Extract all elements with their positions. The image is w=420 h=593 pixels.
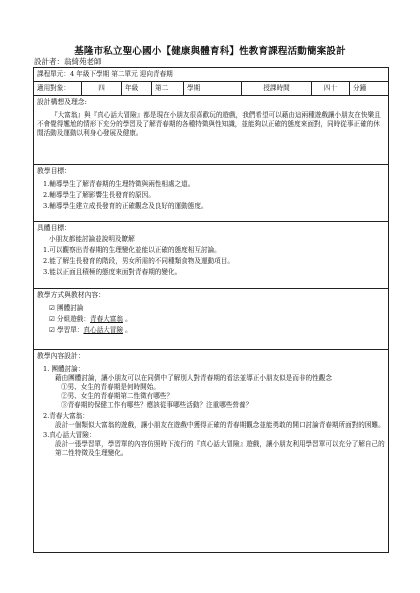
methods-row — [34, 289, 389, 350]
specific-intro: 小朋友都能討論並說明及瞭解 — [49, 235, 135, 244]
content-heading: 教學內容設計： — [37, 352, 85, 360]
time-label: 授課時間 — [242, 82, 312, 96]
content-s1-text: 藉由團體討論，讓小朋友可以在同儕中了解別人對青春期的看法並導正小朋友似是而非的性觀念 — [55, 374, 332, 383]
content-s3-text: 設計一張學習單，學習單的內容仿照時下流行的『真心話大冒險』遊戲，讓小朋友利用學習單可以充分了解自己的第二性特徵及生理變化。 — [55, 440, 385, 458]
method-item — [37, 326, 385, 335]
designer-line — [34, 56, 102, 67]
semester-unit: 學期 — [184, 82, 242, 96]
grade-unit: 年級 — [122, 82, 152, 96]
methods-cell — [34, 289, 389, 350]
specific-list — [37, 246, 385, 277]
method-item — [37, 315, 385, 324]
target-label: 適用對象： — [34, 82, 82, 96]
method-link: 青春大富翁 — [90, 315, 123, 324]
lesson-plan-table — [33, 67, 389, 553]
unit-row — [34, 68, 389, 82]
objectives-cell — [34, 165, 389, 222]
specific-cell — [34, 222, 389, 289]
rationale-cell — [34, 96, 389, 165]
specific-heading: 具體目標： — [37, 224, 71, 232]
specific-item: 1.可以觀察出青春期的生理變化並能以正確的態度相互討論。 — [43, 246, 221, 255]
designer-name: 翁綺苑老師 — [64, 57, 102, 66]
methods-heading: 教學方式與教材內容： — [37, 291, 105, 299]
unit-value: 4 年級下學期 第二單元 迎向青春期 — [69, 70, 173, 78]
grade-value: 四 — [82, 82, 122, 96]
content-s2-title: 2.青春大富翁： — [43, 411, 89, 420]
unit-cell — [34, 68, 389, 82]
method-item — [37, 304, 385, 313]
content-row — [34, 350, 389, 553]
method-label: 學習單： — [57, 325, 84, 334]
rationale-text: 『大富翁』與『真心話大冒險』都是現在小朋友很喜歡玩的遊戲，我們希望可以藉由這兩種遊戲讓小朋友在快樂且不會覺得尷尬的情形下充分的學習及了解青春期的各種特徵與性知識，並能夠以正確的態度來面對，同時從事正確的休閒活動及運動以利身心發展及健康。 — [37, 111, 381, 137]
content-s1-title: 1. 團體討論： — [43, 365, 85, 374]
rationale-row — [34, 96, 389, 165]
method-label: 團體討論 — [57, 304, 84, 313]
checkbox-icon[interactable]: ☑ — [49, 315, 55, 324]
content-s1-item: ③青春期的保健工作有哪些？應該從事哪些活動？注重哪些營養？ — [61, 400, 253, 409]
objectives-heading: 教學目標： — [37, 167, 71, 175]
method-label: 分組遊戲： — [57, 315, 90, 324]
time-value: 四十 — [312, 82, 350, 96]
method-link: 真心話大冒險 — [83, 325, 123, 334]
method-suffix: 。 — [122, 325, 132, 334]
target-row — [34, 82, 389, 96]
specific-row — [34, 222, 389, 289]
specific-item: 2.能了解生長發育的階段，男女所需的不同種類食物及運動項目。 — [43, 256, 234, 265]
unit-label: 課程單元： — [37, 70, 70, 78]
objectives-row — [34, 165, 389, 222]
rationale-heading: 設計構想及理念: — [37, 98, 87, 106]
checkbox-icon[interactable]: ☑ — [49, 304, 55, 313]
method-suffix: 。 — [122, 315, 132, 324]
content-s1-item: ②男、女生的青春期第二性徵有哪些？ — [61, 391, 174, 400]
semester-value: 第二 — [152, 82, 184, 96]
objectives-list — [37, 180, 385, 211]
objective-item: 2.輔導學生了解影響生長發育的原因。 — [43, 191, 155, 200]
specific-item: 3.能以正面且積極的態度來面對青春期的變化。 — [43, 267, 182, 276]
designer-label: 設計者： — [34, 57, 64, 66]
objective-item: 3.輔導學生建立成長發育的正確觀念及良好的運動態度。 — [43, 201, 208, 210]
time-unit: 分鐘 — [350, 82, 389, 96]
checkbox-icon[interactable]: ☑ — [49, 325, 55, 334]
content-s3-title: 3.真心話大冒險： — [43, 431, 96, 440]
objective-item: 1.輔導學生了解青春期的生理特徵與兩性相處之道。 — [43, 180, 195, 189]
content-cell — [34, 350, 389, 553]
content-s1-item: ①男、女生的青春期是何時開始。 — [61, 382, 160, 391]
document-title: 基隆市私立聖心國小【健康與體育科】性教育課程活動簡案設計 — [74, 46, 346, 57]
content-s2-text: 設計一個類似大富翁的遊戲，讓小朋友在遊戲中獲得正確的青春期觀念並能勇敢的開口討論青春期所面對的困難。 — [55, 420, 385, 429]
